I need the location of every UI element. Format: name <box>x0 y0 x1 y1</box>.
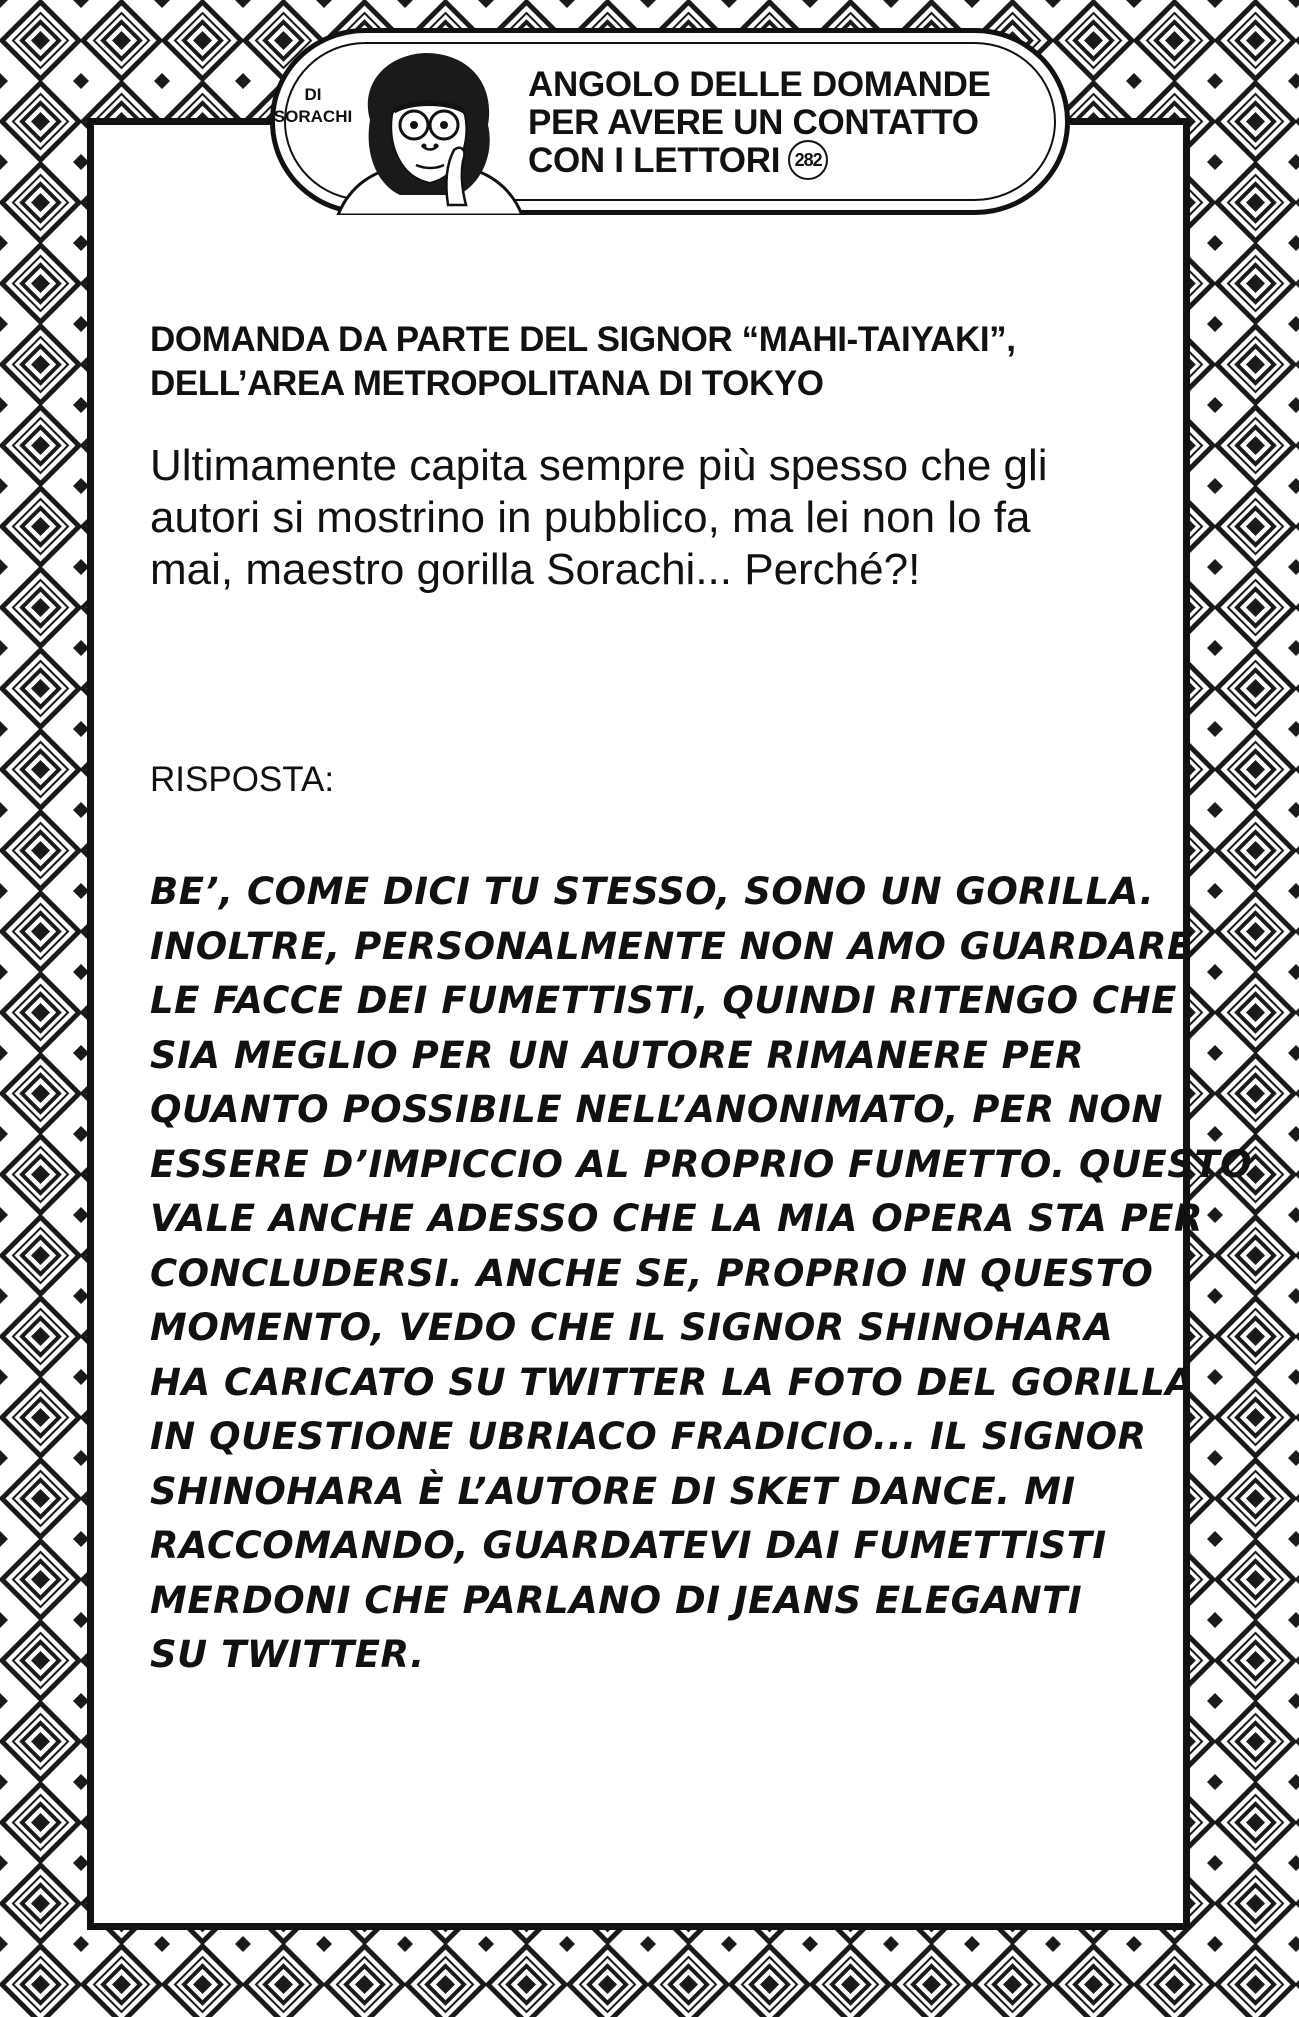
header-title-line-3 <box>528 142 1048 183</box>
answer-line: SHINOHARA È L’AUTORE DI SKET DANCE. MI <box>150 1469 1076 1513</box>
question-heading-line-1: DOMANDA DA PARTE DEL SIGNOR “MAHI-TAIYAKI”, <box>150 320 1016 359</box>
answer-line: HA CARICATO SU TWITTER LA FOTO DEL GORILLA <box>150 1360 1195 1404</box>
author-name: SORACHI <box>273 107 353 126</box>
answer-line: IN QUESTIONE UBRIACO FRADICIO... IL SIGNOR <box>150 1415 1147 1458</box>
header-title-line-3-text: CON I LETTORI <box>528 141 781 180</box>
answer-line: CONCLUDERSI. ANCHE SE, PROPRIO IN QUESTO <box>150 1251 1154 1295</box>
issue-number-badge: 282 <box>788 140 828 180</box>
answer-label: RISPOSTA: <box>150 760 335 799</box>
answer-line: BE’, COME DICI TU STESSO, SONO UN GORILLA. <box>150 870 1155 913</box>
author-prefix: DI <box>304 85 322 104</box>
header-title-line-2: PER AVERE UN CONTATTO <box>528 103 979 142</box>
question-heading-line-2: DELL’AREA METROPOLITANA DI TOKYO <box>150 364 824 403</box>
answer-line: INOLTRE, PERSONALMENTE NON AMO GUARDARE <box>150 924 1193 968</box>
answer-line: MOMENTO, VEDO CHE IL SIGNOR SHINOHARA <box>150 1306 1114 1349</box>
answer-line: SIA MEGLIO PER UN AUTORE RIMANERE PER <box>150 1033 1085 1077</box>
answer-line: RACCOMANDO, GUARDATEVI DAI FUMETTISTI <box>150 1524 1107 1567</box>
answer-line: MERDONI CHE PARLANO DI JEANS ELEGANTI <box>150 1578 1083 1622</box>
gorilla-author-portrait <box>330 45 525 215</box>
answer-line: SU TWITTER. <box>150 1633 425 1676</box>
answer-line: LE FACCE DEI FUMETTISTI, QUINDI RITENGO CHE <box>150 979 1177 1022</box>
question-body-line-1: Ultimamente capita sempre più spesso che gli <box>150 441 1048 490</box>
question-body-line-2: autori si mostrino in pubblico, ma lei non lo fa <box>150 493 1031 542</box>
answer-line: QUANTO POSSIBILE NELL’ANONIMATO, PER NON <box>150 1088 1163 1131</box>
header-title <box>528 66 1048 183</box>
answer-line: ESSERE D’IMPICCIO AL PROPRIO FUMETTO. QUESTO <box>150 1142 1253 1186</box>
answer-line: VALE ANCHE ADESSO CHE LA MIA OPERA STA PER <box>150 1197 1204 1240</box>
question-body-line-3: mai, maestro gorilla Sorachi... Perché?! <box>150 545 921 594</box>
answer-body <box>150 865 1253 1683</box>
header-title-line-1: ANGOLO DELLE DOMANDE <box>528 65 991 104</box>
question-body <box>150 440 1160 596</box>
question-heading <box>150 318 1160 406</box>
